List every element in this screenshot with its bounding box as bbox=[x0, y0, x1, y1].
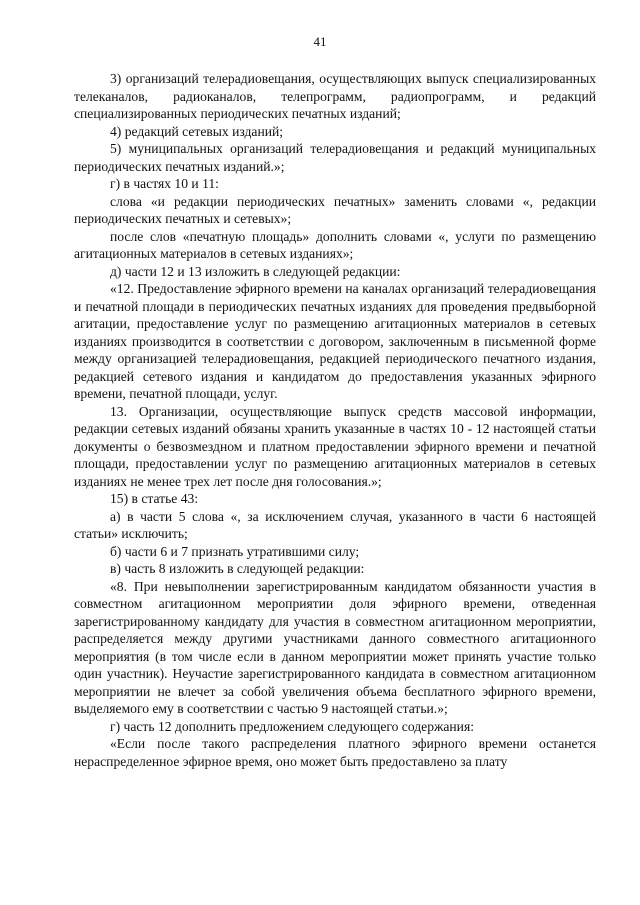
paragraph: «Если после такого распределения платного эфирного времени останется нераспределенное эфирное время, оно может быть предоставлено за плату bbox=[74, 736, 596, 769]
paragraph: 3) организаций телерадиовещания, осуществляющих выпуск специализированных телеканалов, радиоканалов, телепрограмм, радиопрограмм, и редакций специализированных периодических печатных изданий; bbox=[74, 71, 596, 121]
document-body bbox=[74, 70, 596, 770]
paragraph: 5) муниципальных организаций телерадиовещания и редакций муниципальных периодических печатных изданий.»; bbox=[74, 141, 596, 174]
paragraph: д) части 12 и 13 изложить в следующей редакции: bbox=[110, 263, 401, 279]
paragraph: после слов «печатную площадь» дополнить словами «, услуги по размещению агитационных материалов в сетевых изданиях»; bbox=[74, 228, 596, 261]
paragraph: 15) в статье 43: bbox=[110, 491, 199, 506]
paragraph: 4) редакций сетевых изданий; bbox=[110, 123, 284, 139]
page-number: 41 bbox=[313, 34, 327, 49]
paragraph: «12. Предоставление эфирного времени на каналах организаций телерадиовещания и печатной площади в периодических печатных изданиях для проведения предвыборной агитации, предоставление услуг по размещению агитационных материалов в сетевых изданиях производится в соответствии с договором, заключенным в письменной форме между организацией телерадиовещания, редакцией периодического печатного издания, редакцией сетевого издания и кандидатом до предоставления указанных эфирного времени, печатной площади, услуг. bbox=[74, 281, 596, 401]
paragraph: в) часть 8 изложить в следующей редакции: bbox=[110, 561, 365, 576]
paragraph: г) в частях 10 и 11: bbox=[110, 176, 219, 191]
paragraph: 13. Организации, осуществляющие выпуск средств массовой информации, редакции сетевых изданий обязаны хранить указанные в частях 10 - 12 настоящей статьи документы о безвозмездном и платном предоставлении эфирного времени и печатной площади, предоставлении услуг по размещению агитационных материалов в сетевых изданиях не менее трех лет после дня голосования.»; bbox=[74, 403, 596, 489]
paragraph: слова «и редакции периодических печатных» заменить словами «, редакции периодических печатных и сетевых»; bbox=[74, 193, 596, 226]
paragraph: «8. При невыполнении зарегистрированным кандидатом обязанности участия в совместном агитационном мероприятии доля эфирного времени, отведенная зарегистрированному кандидату для участия в совместном агитационном мероприятии, распределяется между другими участниками данного совместного агитационного мероприятия (в том числе если в данном мероприятии может принять участие только один участник). Неучастие зарегистрированного кандидата в совместном агитационном мероприятии не влечет за собой увеличения объема бесплатного эфирного времени, выделяемого ему в соответствии с частью 9 настоящей статьи.»; bbox=[74, 578, 596, 716]
paragraph: б) части 6 и 7 признать утратившими силу; bbox=[110, 543, 360, 559]
paragraph: г) часть 12 дополнить предложением следующего содержания: bbox=[110, 718, 474, 734]
paragraph: а) в части 5 слова «, за исключением случая, указанного в части 6 настоящей статьи» исключить; bbox=[74, 508, 596, 541]
